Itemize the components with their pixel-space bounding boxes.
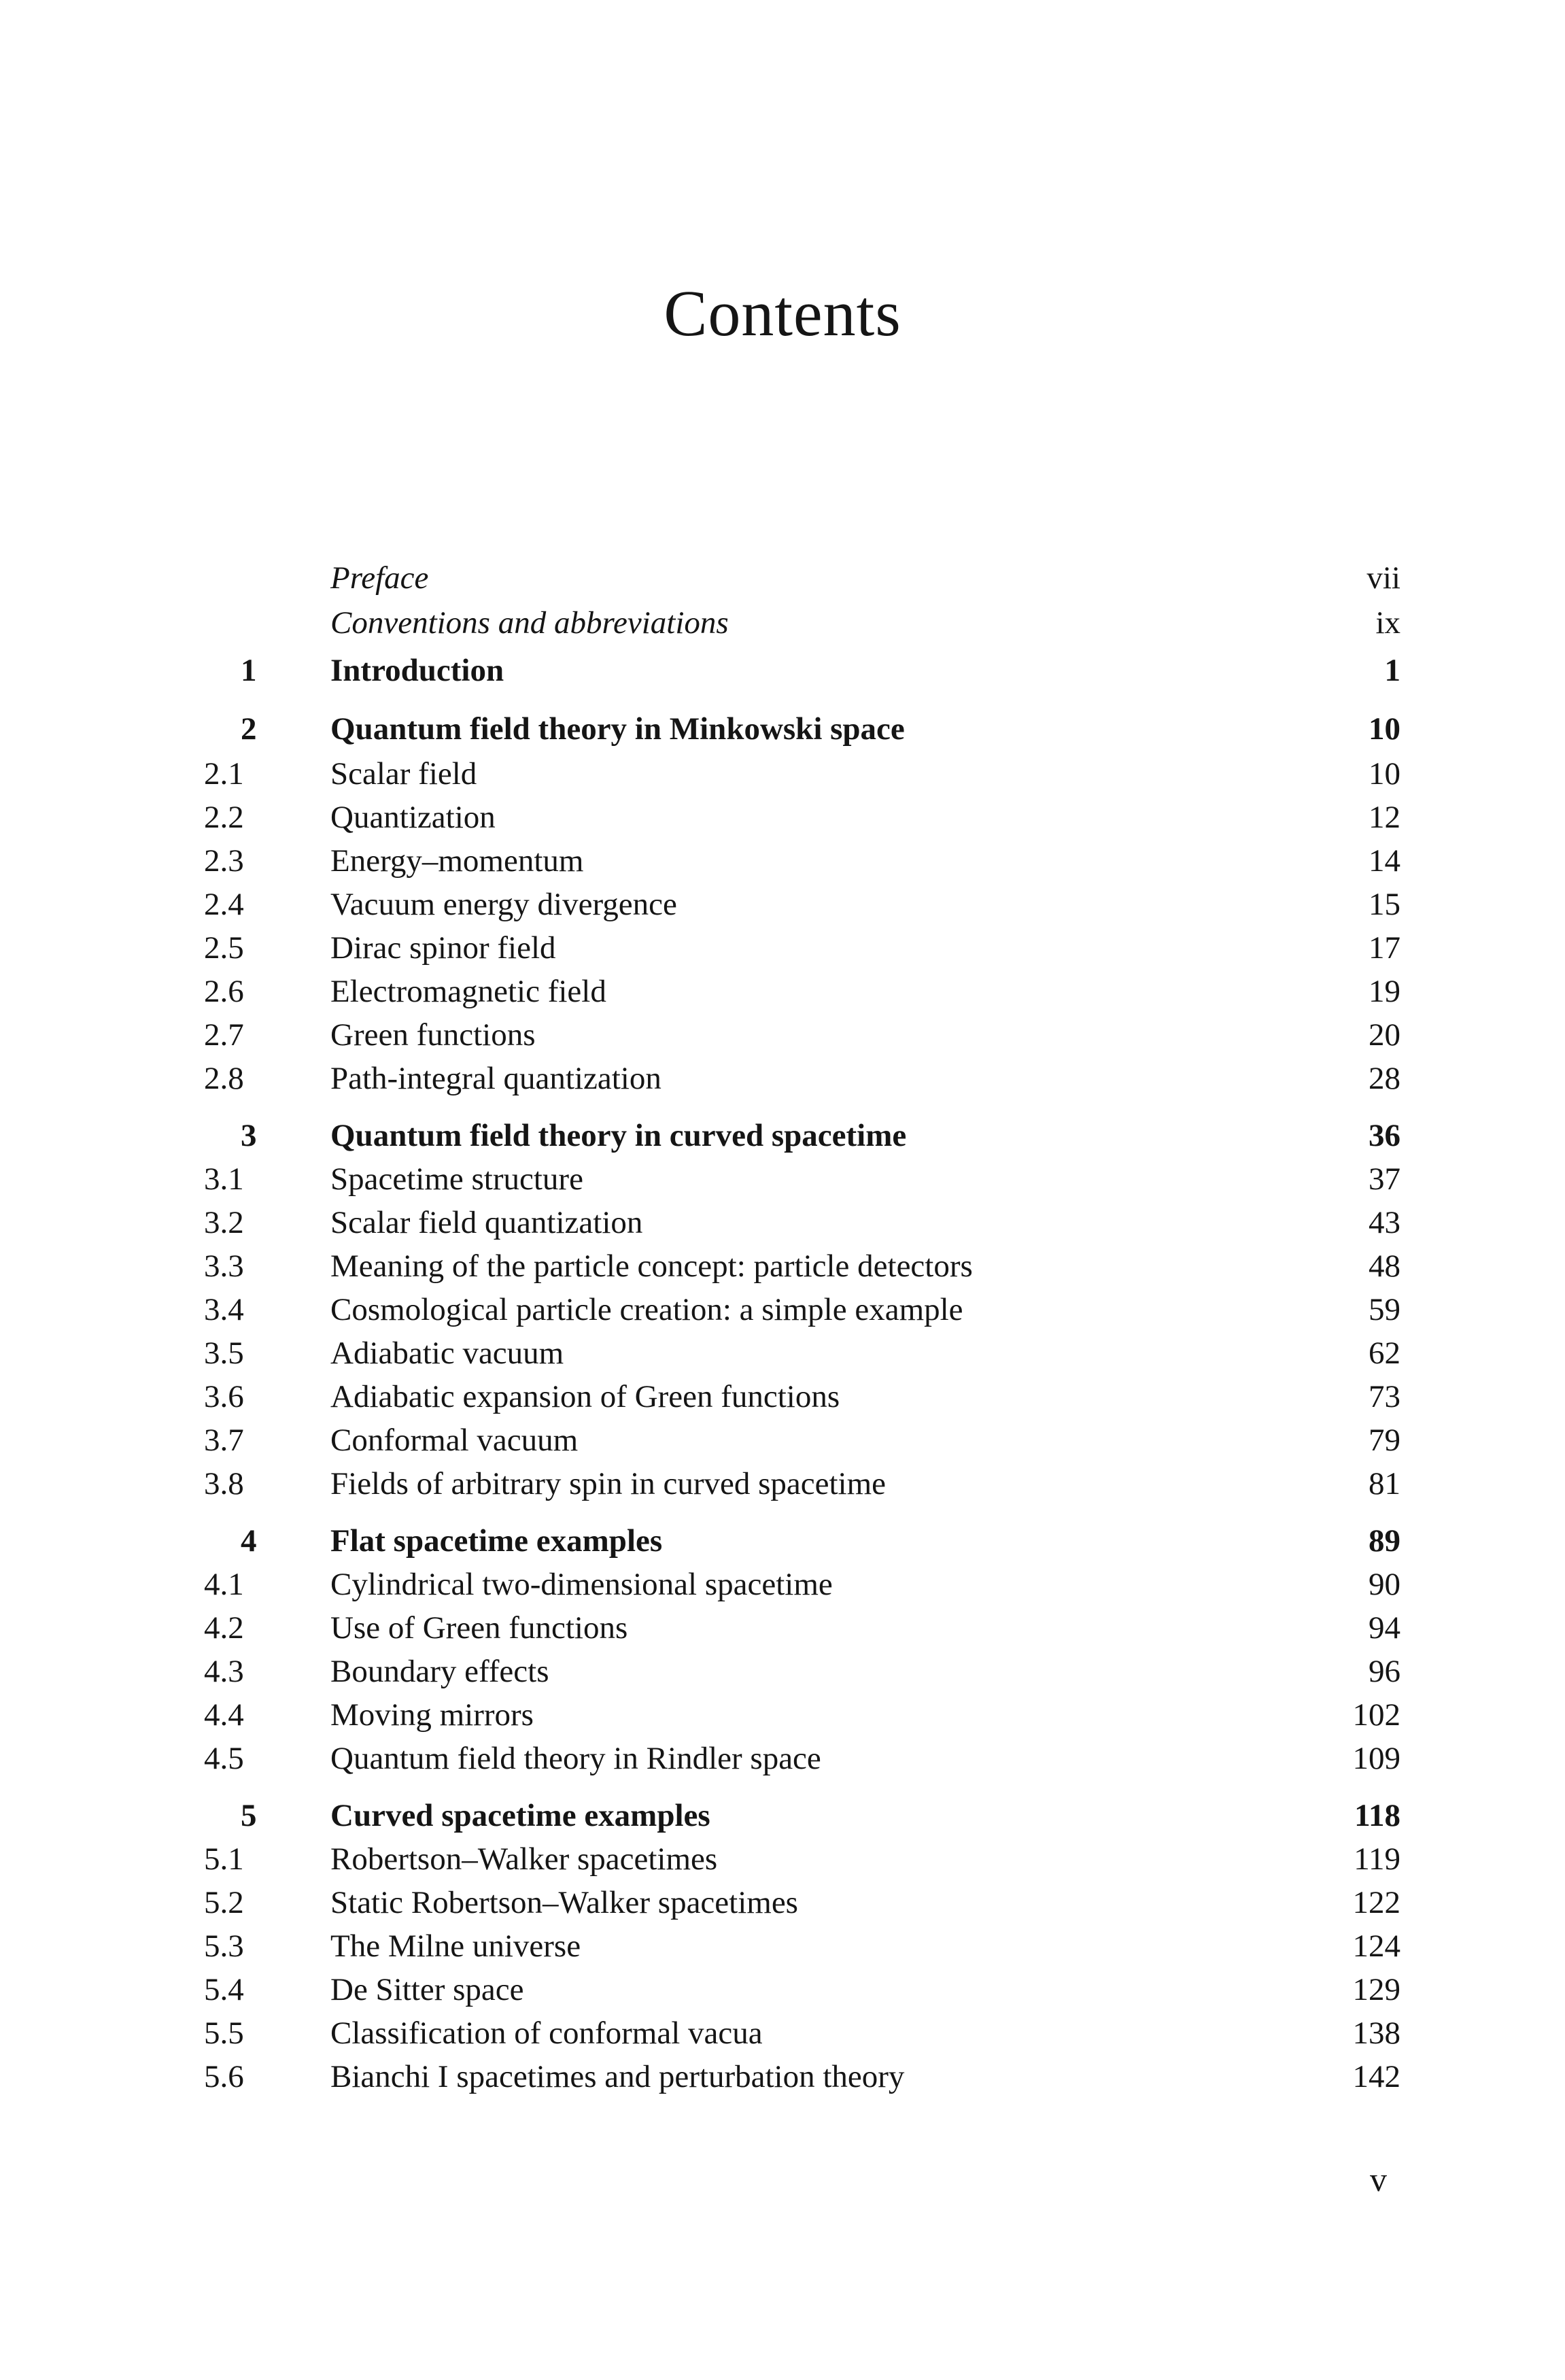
toc-entry-page-number: 96 <box>1369 1654 1400 1689</box>
toc-section-entry <box>204 1837 1400 1881</box>
toc-entry-number: 4 <box>241 1523 257 1559</box>
toc-entry-number: 4.4 <box>204 1697 244 1733</box>
toc-entry-page-number: 1 <box>1384 653 1400 688</box>
toc-entry-title: Energy–momentum <box>330 843 584 879</box>
toc-entry-number: 2.6 <box>204 974 244 1009</box>
toc-entry-page-number: 48 <box>1369 1248 1400 1284</box>
toc-entry-page-number: 109 <box>1352 1741 1400 1776</box>
toc-section-entry <box>204 839 1400 883</box>
toc-entry-page-number: 62 <box>1369 1336 1400 1371</box>
toc-section-entry <box>204 1331 1400 1375</box>
toc-entry-page-number: 138 <box>1352 2016 1400 2051</box>
toc-entry-title: De Sitter space <box>330 1972 524 2007</box>
toc-entry-title: Green functions <box>330 1017 536 1053</box>
toc-section-entry <box>204 1650 1400 1693</box>
toc-entry-title: Cosmological particle creation: a simple example <box>330 1292 963 1327</box>
toc-entry-page-number: 10 <box>1369 711 1400 747</box>
toc-entry-number: 3.1 <box>204 1161 244 1197</box>
toc-entry-title: Classification of conformal vacua <box>330 2016 763 2051</box>
toc-entry-title: Moving mirrors <box>330 1697 534 1733</box>
toc-chapter-entry <box>204 1114 1400 1157</box>
toc-entry-page-number: 118 <box>1354 1798 1400 1833</box>
toc-section-entry <box>204 883 1400 926</box>
toc-chapter-entry <box>204 1519 1400 1563</box>
toc-entry-number: 4.2 <box>204 1610 244 1646</box>
page-folio: v <box>1370 2160 1387 2198</box>
toc-entry-title: Conformal vacuum <box>330 1423 579 1458</box>
toc-entry-page-number: 73 <box>1369 1379 1400 1414</box>
toc-section-entry <box>204 1013 1400 1057</box>
toc-entry-number: 3.5 <box>204 1336 244 1371</box>
toc-entry-page-number: 142 <box>1352 2059 1400 2094</box>
toc-entry-title: Conventions and abbreviations <box>330 605 729 641</box>
toc-entry-page-number: 10 <box>1369 756 1400 792</box>
toc-entry-page-number: ix <box>1375 605 1400 641</box>
toc-chapter-entry <box>204 649 1400 692</box>
toc-entry-title: Path-integral quantization <box>330 1061 661 1096</box>
toc-section-entry <box>204 926 1400 970</box>
toc-entry-number: 5.2 <box>204 1885 244 1920</box>
toc-section-entry <box>204 2055 1400 2098</box>
toc-entry-number: 4.1 <box>204 1567 244 1602</box>
toc-section-entry <box>204 970 1400 1013</box>
toc-entry-page-number: 19 <box>1369 974 1400 1009</box>
toc-entry-title: Quantum field theory in Minkowski space <box>330 711 905 747</box>
toc-entry-number: 2 <box>241 711 257 747</box>
toc-section-entry <box>204 1563 1400 1606</box>
toc-entry-page-number: 81 <box>1369 1466 1400 1501</box>
toc-entry-title: Meaning of the particle concept: particle detectors <box>330 1248 973 1284</box>
toc-entry-number: 2.7 <box>204 1017 244 1053</box>
toc-entry-title: Curved spacetime examples <box>330 1798 710 1833</box>
toc-entry-page-number: 79 <box>1369 1423 1400 1458</box>
toc-entry-page-number: 12 <box>1369 800 1400 835</box>
toc-entry-title: Scalar field <box>330 756 477 792</box>
toc-entry-number: 2.3 <box>204 843 244 879</box>
toc-entry-number: 5.1 <box>204 1841 244 1877</box>
toc-chapter-entry <box>204 1794 1400 1837</box>
toc-entry-title: Quantization <box>330 800 496 835</box>
toc-chapter-entry <box>204 707 1400 751</box>
toc-front-matter-entry <box>204 556 1400 600</box>
toc-entry-title: The Milne universe <box>330 1928 581 1964</box>
toc-section-entry <box>204 1462 1400 1506</box>
toc-entry-title: Spacetime structure <box>330 1161 583 1197</box>
toc-section-entry <box>204 1057 1400 1100</box>
toc-section-entry <box>204 1693 1400 1737</box>
toc-section-entry <box>204 1244 1400 1288</box>
toc-entry-page-number: 28 <box>1369 1061 1400 1096</box>
toc-entry-page-number: 89 <box>1369 1523 1400 1559</box>
toc-entry-number: 5 <box>241 1798 257 1833</box>
toc-entry-title: Use of Green functions <box>330 1610 628 1646</box>
toc-entry-page-number: 119 <box>1354 1841 1400 1877</box>
toc-entry-number: 2.4 <box>204 887 244 922</box>
toc-entry-page-number: 102 <box>1352 1697 1400 1733</box>
toc-entry-page-number: 14 <box>1369 843 1400 879</box>
toc-entry-number: 3.4 <box>204 1292 244 1327</box>
toc-entry-number: 2.8 <box>204 1061 244 1096</box>
toc-entry-title: Quantum field theory in curved spacetime <box>330 1118 907 1153</box>
toc-entry-title: Adiabatic expansion of Green functions <box>330 1379 840 1414</box>
toc-entry-number: 4.5 <box>204 1741 244 1776</box>
toc-section-entry <box>204 2011 1400 2055</box>
toc-entry-title: Cylindrical two-dimensional spacetime <box>330 1567 833 1602</box>
toc-entry-title: Introduction <box>330 653 504 688</box>
toc-section-entry <box>204 1418 1400 1462</box>
toc-section-entry <box>204 1737 1400 1780</box>
toc-entry-page-number: 43 <box>1369 1205 1400 1240</box>
toc-entry-number: 3.7 <box>204 1423 244 1458</box>
toc-entry-title: Electromagnetic field <box>330 974 606 1009</box>
toc-section-entry <box>204 1924 1400 1968</box>
toc-section-entry <box>204 752 1400 796</box>
toc-entry-title: Static Robertson–Walker spacetimes <box>330 1885 798 1920</box>
toc-entry-number: 2.1 <box>204 756 244 792</box>
toc-entry-title: Flat spacetime examples <box>330 1523 663 1559</box>
toc-entry-page-number: 90 <box>1369 1567 1400 1602</box>
toc-entry-title: Fields of arbitrary spin in curved spacetime <box>330 1466 887 1501</box>
page-title: Contents <box>664 277 901 350</box>
toc-section-entry <box>204 1881 1400 1924</box>
toc-section-entry <box>204 796 1400 839</box>
toc-entry-number: 2.2 <box>204 800 244 835</box>
toc-entry-title: Adiabatic vacuum <box>330 1336 564 1371</box>
toc-entry-number: 5.6 <box>204 2059 244 2094</box>
toc-entry-title: Vacuum energy divergence <box>330 887 677 922</box>
toc-section-entry <box>204 1375 1400 1418</box>
toc-entry-page-number: 94 <box>1369 1610 1400 1646</box>
toc-entry-title: Boundary effects <box>330 1654 549 1689</box>
toc-entry-title: Scalar field quantization <box>330 1205 643 1240</box>
toc-entry-number: 2.5 <box>204 930 244 966</box>
toc-entry-page-number: 122 <box>1352 1885 1400 1920</box>
toc-entry-title: Preface <box>330 560 429 596</box>
toc-entry-title: Quantum field theory in Rindler space <box>330 1741 821 1776</box>
toc-entry-number: 3.6 <box>204 1379 244 1414</box>
toc-entry-title: Robertson–Walker spacetimes <box>330 1841 718 1877</box>
toc-entry-page-number: 15 <box>1369 887 1400 922</box>
toc-section-entry <box>204 1288 1400 1331</box>
toc-section-entry <box>204 1968 1400 2011</box>
toc-entry-page-number: 129 <box>1352 1972 1400 2007</box>
toc-entry-page-number: 20 <box>1369 1017 1400 1053</box>
toc-entry-number: 5.4 <box>204 1972 244 2007</box>
toc-entry-number: 5.5 <box>204 2016 244 2051</box>
toc-section-entry <box>204 1606 1400 1650</box>
toc-entry-number: 3.2 <box>204 1205 244 1240</box>
toc-entry-number: 5.3 <box>204 1928 244 1964</box>
toc-entry-page-number: 36 <box>1369 1118 1400 1153</box>
toc-entry-title: Bianchi I spacetimes and perturbation theory <box>330 2059 905 2094</box>
toc-entry-number: 4.3 <box>204 1654 244 1689</box>
toc-entry-number: 3 <box>241 1118 257 1153</box>
toc-section-entry <box>204 1157 1400 1201</box>
toc-entry-number: 1 <box>241 653 257 688</box>
toc-entry-page-number: vii <box>1366 560 1400 596</box>
toc-entry-page-number: 59 <box>1369 1292 1400 1327</box>
toc-entry-page-number: 124 <box>1352 1928 1400 1964</box>
toc-front-matter-entry <box>204 601 1400 645</box>
toc-entry-number: 3.8 <box>204 1466 244 1501</box>
toc-entry-number: 3.3 <box>204 1248 244 1284</box>
toc-entry-page-number: 17 <box>1369 930 1400 966</box>
toc-entry-page-number: 37 <box>1369 1161 1400 1197</box>
toc-entry-title: Dirac spinor field <box>330 930 556 966</box>
toc-section-entry <box>204 1201 1400 1244</box>
